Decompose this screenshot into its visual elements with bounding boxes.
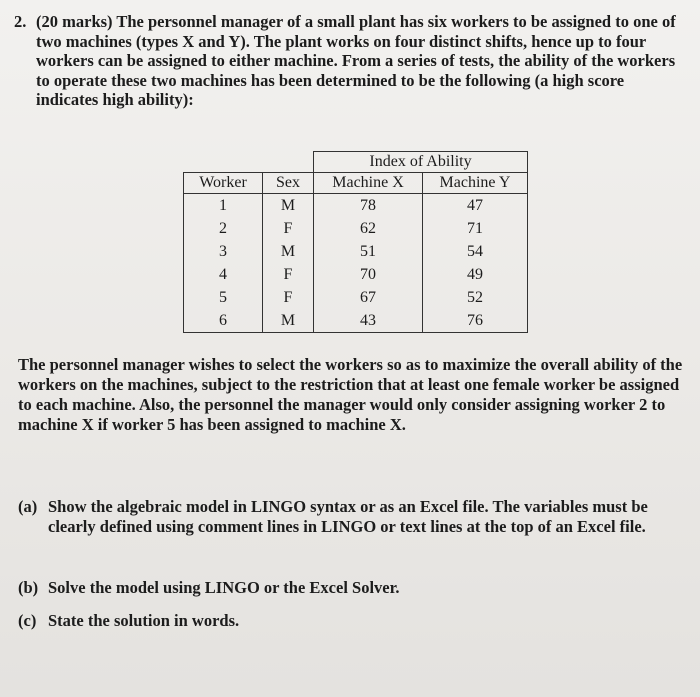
sex-cell: M — [263, 194, 314, 218]
problem-number: 2. — [14, 12, 27, 31]
table-row — [184, 263, 528, 286]
sex-cell: F — [263, 286, 314, 309]
worker-column-header: Worker — [184, 173, 263, 194]
table-row — [184, 240, 528, 263]
machine-x-cell: 70 — [314, 263, 423, 286]
sex-column-header: Sex — [263, 173, 314, 194]
worker-cell: 5 — [184, 286, 263, 309]
question-text: Solve the model using LINGO or the Excel Solver. — [48, 578, 400, 597]
table-row — [184, 286, 528, 309]
sex-cell: M — [263, 240, 314, 263]
machine-x-cell: 67 — [314, 286, 423, 309]
machine-x-cell: 43 — [314, 309, 423, 333]
problem-intro — [14, 12, 686, 110]
machine-y-cell: 52 — [423, 286, 528, 309]
question-c — [18, 611, 688, 631]
worker-cell: 3 — [184, 240, 263, 263]
question-label: (a) — [18, 497, 38, 516]
sex-cell: F — [263, 263, 314, 286]
machine-x-cell: 51 — [314, 240, 423, 263]
table-row — [184, 217, 528, 240]
question-a — [18, 497, 688, 537]
machine-x-cell: 62 — [314, 217, 423, 240]
question-b — [18, 578, 688, 598]
worker-cell: 2 — [184, 217, 263, 240]
machine-y-cell: 76 — [423, 309, 528, 333]
machine-y-cell: 71 — [423, 217, 528, 240]
worker-cell: 4 — [184, 263, 263, 286]
table-row — [184, 194, 528, 218]
question-text: State the solution in words. — [48, 611, 240, 630]
machine-x-cell: 78 — [314, 194, 423, 218]
question-label: (b) — [18, 578, 39, 597]
machine-y-cell: 54 — [423, 240, 528, 263]
machine-y-cell: 47 — [423, 194, 528, 218]
ability-table — [183, 151, 528, 333]
problem-intro-text: (20 marks) The personnel manager of a small plant has six workers to be assigned to one of two machines (types X and Y). The plant works on four distinct shifts, hence up to four workers can be assigned to either machine. From a series of tests, the ability of the workers to operate these two machines has been determined to be the following (a high score indicates high ability): — [36, 12, 676, 109]
sex-cell: M — [263, 309, 314, 333]
table-row — [184, 309, 528, 333]
question-label: (c) — [18, 611, 37, 630]
worker-cell: 1 — [184, 194, 263, 218]
question-text: Show the algebraic model in LINGO syntax or as an Excel file. The variables must be clearly defined using comment lines in LINGO or text lines at the top of an Excel file. — [48, 497, 648, 536]
sex-cell: F — [263, 217, 314, 240]
constraints-paragraph: The personnel manager wishes to select the workers so as to maximize the overall ability of the workers on the machines, subject to the restriction that at least one female worker be assigned to each machine. Also, the personnel the manager would only consider assigning worker 2 to machine X if worker 5 has been assigned to machine X. — [18, 355, 683, 434]
machine-y-column-header: Machine Y — [423, 173, 528, 194]
worker-cell: 6 — [184, 309, 263, 333]
machine-x-column-header: Machine X — [314, 173, 423, 194]
index-of-ability-header: Index of Ability — [314, 152, 528, 173]
machine-y-cell: 49 — [423, 263, 528, 286]
